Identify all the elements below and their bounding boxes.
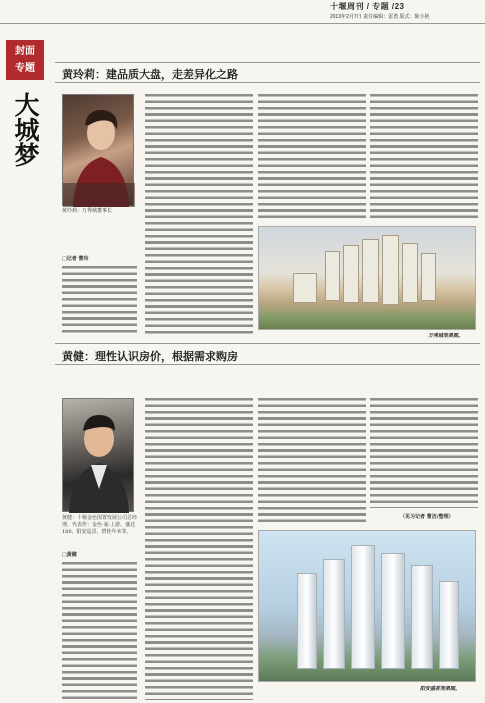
building xyxy=(381,553,405,669)
article2-column-2 xyxy=(145,398,253,700)
building xyxy=(402,243,418,303)
divider xyxy=(55,62,480,63)
project-caption: 阳安盛茗效果图。 xyxy=(420,686,461,692)
article1-headline: 黄玲莉：建品质大盘，走差异化之路 xyxy=(62,68,238,81)
editor-credits: 2013年2月7日 责任编辑：雷勇 版式：陈小艳 xyxy=(330,14,430,20)
article1-column-2 xyxy=(145,94,253,335)
building xyxy=(411,565,433,669)
section-tag-line1: 封面 xyxy=(15,46,35,57)
article1-byline: □记者 曹玲 xyxy=(62,256,89,262)
article1-column-3 xyxy=(258,94,366,222)
portrait-caption: 黄健：十堰金色围置发展公司总经理，代表作：金色·家·上游、盛达180、阳安巡景、碧桂年末等。 xyxy=(62,515,138,535)
article2-column-4 xyxy=(370,398,478,508)
person-figure xyxy=(63,95,135,207)
article2-headline: 黄健：理性认识房价，根据需求购房 xyxy=(62,350,238,363)
building xyxy=(439,581,459,669)
building xyxy=(382,235,399,305)
section-tag-line2: 专题 xyxy=(15,63,35,74)
building xyxy=(421,253,436,301)
article2-column-3 xyxy=(258,398,366,526)
divider xyxy=(55,343,480,344)
article1-column-4 xyxy=(370,94,478,222)
page-number: 十堰周刊 / 专题 /23 xyxy=(330,2,405,11)
project-rendering-photo xyxy=(258,226,476,330)
project-caption: 万秀城效果图。 xyxy=(428,333,464,339)
article1-column-1 xyxy=(62,266,137,333)
building xyxy=(343,245,359,303)
building xyxy=(362,239,379,303)
page-header xyxy=(0,0,485,24)
portrait-caption: 黄玲莉：万秀城董事长 xyxy=(62,208,113,214)
article2-byline: □黄健 xyxy=(62,552,77,558)
project-rendering-photo xyxy=(258,530,476,682)
portrait-photo xyxy=(62,94,134,206)
building xyxy=(351,545,375,669)
person-figure xyxy=(63,399,135,513)
divider xyxy=(55,364,480,365)
article2-signature: （见习记者 曹洁/整理） xyxy=(400,514,454,520)
divider xyxy=(55,82,480,83)
building xyxy=(325,251,340,301)
article2-column-1 xyxy=(62,562,137,700)
section-tag xyxy=(6,40,44,80)
vertical-title: 大城梦 xyxy=(11,92,40,167)
building xyxy=(297,573,317,669)
portrait-photo xyxy=(62,398,134,512)
building xyxy=(323,559,345,669)
building xyxy=(293,273,317,303)
